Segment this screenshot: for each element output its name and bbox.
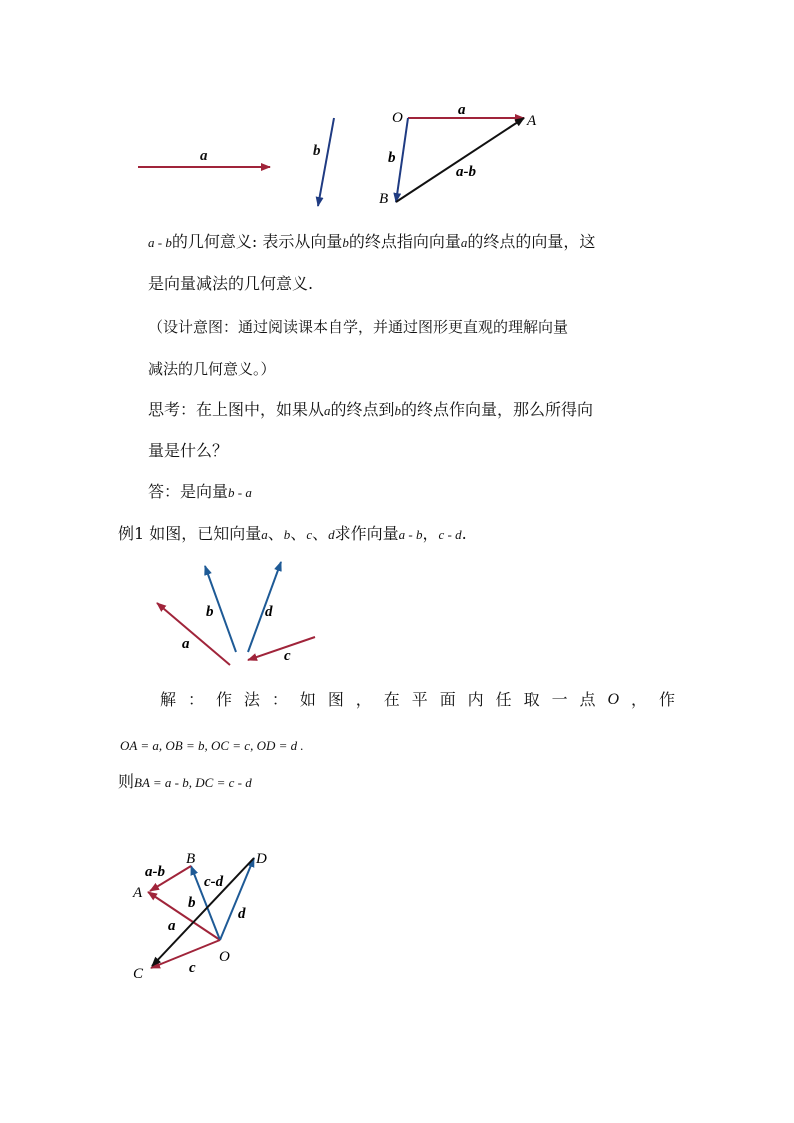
sol-char-10: 平 (411, 690, 428, 709)
fig3-point-d: D (256, 851, 267, 867)
tri-a-label: a (458, 102, 466, 118)
think-line2: 量是什么？ (148, 441, 229, 460)
think-vec-a: a (324, 403, 331, 418)
fig3-point-a: A (133, 885, 143, 901)
fig2-label-b: b (206, 604, 214, 620)
think-text-a: 思考：在上图中，如果从 (148, 400, 325, 419)
think-text-b: 的终点到 (330, 400, 395, 419)
fig3-label-c: c (189, 960, 196, 976)
point-b-label: B (379, 191, 389, 207)
sol-char-18: ， (631, 690, 648, 709)
example-math-2: c - d (438, 527, 462, 542)
example-text-b: 求作向量 (334, 524, 399, 543)
example-sep-2: 、 (290, 524, 307, 543)
think-vec-b: b (394, 403, 402, 418)
fig3-point-c: C (133, 966, 144, 982)
fig3-od (220, 858, 254, 940)
line1-vec-b: b (342, 235, 349, 250)
example-sep-4: ， (422, 524, 439, 543)
sol-char-4: 法 (243, 690, 260, 709)
sol-char-1: 解 (160, 690, 177, 709)
answer-text: 答：是向量 (148, 482, 229, 501)
sol-char-9: 在 (383, 690, 400, 709)
line1-text-a: 的几何意义: 表示从向量 (171, 232, 343, 251)
example-vec-d: d (328, 527, 335, 542)
example-math-1: a - b (398, 527, 423, 542)
line1-text-c: 的终点的向量，这 (467, 232, 596, 251)
point-o-label: O (392, 110, 403, 126)
tri-amb-label: a-b (456, 164, 476, 180)
sol-char-12: 内 (467, 690, 484, 709)
line1-text-b: 的终点指向向量 (348, 232, 461, 251)
fig3-label-b: b (188, 895, 196, 911)
fig2-label-d: d (265, 604, 273, 620)
fig3-label-amb: a-b (145, 864, 165, 880)
sol-char-15: 一 (551, 690, 568, 709)
sol-char-16: 点 (579, 690, 596, 709)
sol-char-3: 作 (215, 690, 232, 709)
then-text: 则 (118, 772, 135, 791)
example-text-a: 例1 如图，已知向量 (118, 524, 262, 543)
then-formula: BA = a - b, DC = c - d (134, 775, 252, 790)
line1-vec-a: a (460, 235, 468, 250)
tri-b-label: b (388, 150, 396, 166)
vector-b-label: b (313, 143, 321, 159)
sol-char-2: ： (187, 690, 204, 709)
solution-formula: OA = a, OB = b, OC = c, OD = d . (120, 738, 304, 753)
fig3-label-cmd: c-d (204, 874, 224, 890)
sol-char-5: ： (271, 690, 288, 709)
example-sep-1: 、 (267, 524, 284, 543)
vector-a-label: a (200, 148, 208, 164)
example-vec-c: c (306, 527, 313, 542)
sol-char-8: ， (355, 690, 372, 709)
point-a-label: A (527, 113, 537, 129)
fig3-point-o: O (219, 949, 230, 965)
sol-char-7: 图 (327, 690, 344, 709)
sol-char-17: O (607, 691, 620, 708)
design-intent-line2: 减法的几何意义。） (148, 360, 276, 378)
fig3-oc (151, 940, 220, 968)
think-text-c: 的终点作向量，那么所得向 (401, 400, 594, 419)
sol-char-6: 如 (299, 690, 316, 709)
sol-char-13: 任 (495, 690, 512, 709)
answer-math: b - a (228, 485, 252, 500)
example-sep-3: 、 (312, 524, 329, 543)
design-intent-line1: （设计意图：通过阅读课本自学，并通过图形更直观的理解向量 (148, 318, 569, 336)
sol-char-19: 作 (658, 690, 675, 709)
fig3-label-d: d (238, 906, 246, 922)
geometric-meaning-line2: 是向量减法的几何意义. (148, 274, 314, 293)
fig2-label-c: c (284, 648, 291, 664)
fig3-label-a: a (168, 918, 176, 934)
example-end: . (461, 524, 467, 543)
math-a-minus-b: a - b (148, 235, 172, 250)
sol-char-11: 面 (439, 690, 456, 709)
sol-char-14: 取 (523, 690, 540, 709)
example-vec-a: a (261, 527, 268, 542)
fig3-point-b: B (186, 851, 196, 867)
example-vec-b: b (283, 527, 291, 542)
fig2-label-a: a (182, 636, 190, 652)
